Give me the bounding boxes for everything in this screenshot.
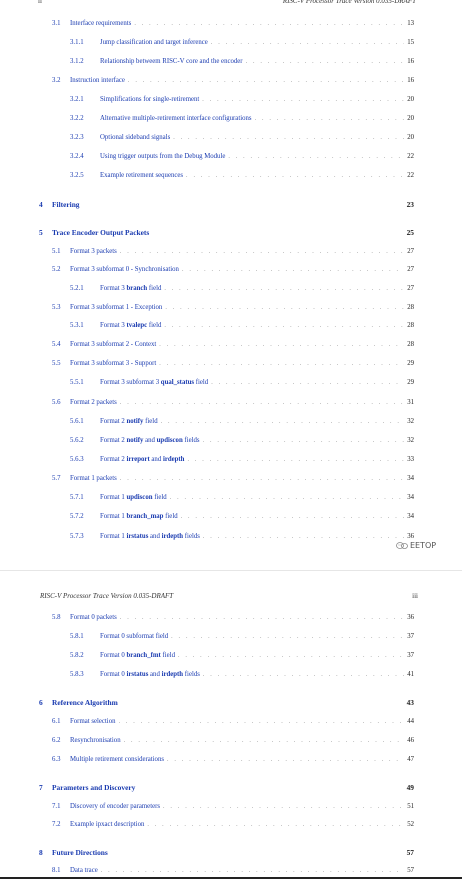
toc-leader-dots: [159, 361, 404, 367]
toc-number: 8: [39, 848, 43, 857]
toc-page-number: 36: [407, 533, 414, 540]
toc-entry[interactable]: [70, 58, 414, 70]
toc-title: Optional sideband signals: [100, 134, 171, 141]
toc-page-number: 27: [407, 248, 414, 255]
toc-title-field-name: branch: [126, 285, 148, 292]
toc-leader-dots: [246, 59, 405, 65]
toc-title-part: Format 2: [100, 456, 127, 463]
toc-title: Using trigger outputs from the Debug Module: [100, 153, 226, 160]
toc-title-part: Format 3: [100, 285, 127, 292]
toc-entry[interactable]: [70, 513, 414, 525]
toc-page-number: 27: [407, 285, 414, 292]
toc-entry[interactable]: [52, 803, 414, 815]
eetop-logo-icon: [396, 541, 408, 550]
toc-title-part: fields: [183, 533, 200, 540]
toc-page-number: 13: [407, 20, 414, 27]
toc-page-number: 22: [407, 153, 414, 160]
toc-title-field-name: qual_status: [160, 379, 195, 386]
toc-entry[interactable]: [70, 633, 414, 645]
toc-title-part: field: [143, 418, 158, 425]
toc-title: Parameters and Discovery: [52, 783, 136, 792]
toc-page-number: 51: [407, 803, 414, 810]
toc-title-part: Format 1: [100, 494, 127, 501]
toc-entry[interactable]: [52, 77, 414, 89]
toc-leader-dots: [164, 323, 404, 329]
toc-number: 3.2.5: [70, 172, 84, 179]
toc-leader-dots: [228, 154, 404, 160]
toc-title-part: Format 1: [100, 513, 127, 520]
toc-title: [100, 418, 158, 425]
toc-title-field-name: irstatus: [126, 533, 149, 540]
toc-page-number: 36: [407, 614, 414, 621]
toc-title-field-name: updiscon: [156, 437, 183, 444]
toc-leader-dots: [120, 249, 404, 255]
toc-page-number: 32: [407, 418, 414, 425]
toc-title: Simplifications for single-retirement: [100, 96, 200, 103]
toc-title: Format 3 subformat 1 - Exception: [70, 304, 163, 311]
toc-page-number: 29: [407, 360, 414, 367]
toc-number: 5.7.3: [70, 533, 84, 540]
toc-entry[interactable]: [52, 399, 414, 411]
toc-number: 6.2: [52, 737, 61, 744]
toc-title-part: Format 1: [100, 533, 127, 540]
toc-title-part: Format 2: [100, 418, 127, 425]
toc-page-number: 41: [407, 671, 414, 678]
toc-title: [100, 285, 161, 292]
toc-number: 5: [39, 228, 43, 237]
toc-leader-dots: [178, 653, 404, 659]
page-header: [0, 589, 462, 603]
toc-number: 6.1: [52, 718, 61, 725]
toc-number: 4: [39, 200, 43, 209]
header-left: RISC-V Processor Trace Version 0.035-DRAFT: [40, 592, 174, 600]
toc-entry[interactable]: [52, 266, 414, 278]
toc-number: 3.1: [52, 20, 61, 27]
toc-entry[interactable]: [70, 533, 414, 545]
toc-number: 7.2: [52, 821, 61, 828]
toc-leader-dots: [186, 173, 404, 179]
toc-entry[interactable]: [52, 614, 414, 626]
toc-title: Interface requirements: [70, 20, 132, 27]
toc-page-number: 49: [406, 783, 414, 792]
toc-number: 7.1: [52, 803, 61, 810]
toc-title: [100, 456, 184, 463]
toc-entry[interactable]: [70, 456, 414, 468]
toc-title: Format 3 subformat 2 - Context: [70, 341, 157, 348]
toc-page-number: 27: [407, 266, 414, 273]
toc-chapter-entry[interactable]: [39, 848, 414, 860]
toc-title-part: field: [163, 513, 178, 520]
toc-number: 6: [39, 698, 43, 707]
toc-leader-dots: [124, 738, 405, 744]
toc-number: 5.2: [52, 266, 61, 273]
toc-page-number: 29: [407, 379, 414, 386]
toc-entry[interactable]: [52, 718, 414, 730]
toc-page-number: 34: [407, 475, 414, 482]
toc-number: 5.5.1: [70, 379, 84, 386]
toc-title: Trace Encoder Output Packets: [52, 228, 150, 237]
toc-title: Filtering: [52, 200, 80, 209]
toc-leader-dots: [120, 476, 404, 482]
toc-leader-dots: [187, 457, 404, 463]
toc-page-number: 43: [406, 698, 414, 707]
toc-page-number: 57: [406, 848, 414, 857]
toc-leader-dots: [203, 672, 404, 678]
toc-entry[interactable]: [52, 821, 414, 833]
toc-leader-dots: [203, 534, 404, 540]
toc-leader-dots: [164, 286, 404, 292]
toc-number: 5.6: [52, 399, 61, 406]
toc-page-number: 52: [407, 821, 414, 828]
toc-title-field-name: irdepth: [161, 533, 184, 540]
toc-number: 3.1.2: [70, 58, 84, 65]
toc-leader-dots: [101, 868, 404, 874]
toc-leader-dots: [163, 804, 404, 810]
toc-entry[interactable]: [70, 96, 414, 108]
toc-title-field-name: updiscon: [126, 494, 153, 501]
toc-leader-dots: [203, 438, 405, 444]
toc-entry[interactable]: [70, 134, 414, 146]
toc-leader-dots: [202, 97, 404, 103]
toc-title: [100, 533, 200, 540]
toc-leader-dots: [165, 305, 404, 311]
toc-title-part: Format 3: [100, 322, 127, 329]
toc-leader-dots: [147, 822, 404, 828]
toc-title: Discovery of encoder parameters: [70, 803, 161, 810]
toc-number: 5.8: [52, 614, 61, 621]
toc-title-part: field: [147, 285, 162, 292]
toc-page-number: 16: [407, 77, 414, 84]
toc-number: 5.6.2: [70, 437, 84, 444]
toc-number: 5.5: [52, 360, 61, 367]
toc-entry[interactable]: [70, 172, 414, 184]
toc-leader-dots: [170, 495, 405, 501]
toc-entry[interactable]: [70, 652, 414, 664]
toc-title-field-name: irstatus: [126, 671, 149, 678]
toc-page-number: 20: [407, 96, 414, 103]
toc-title-part: and: [143, 437, 157, 444]
toc-title: Format 1 packets: [70, 475, 117, 482]
toc-title: Format selection: [70, 718, 116, 725]
toc-title: Relationship betweem RISC-V core and the encoder: [100, 58, 243, 65]
toc-entry[interactable]: [52, 248, 414, 260]
toc-number: 5.2.1: [70, 285, 84, 292]
toc-number: 5.8.1: [70, 633, 84, 640]
toc-number: 3.2.4: [70, 153, 84, 160]
toc-page-number: 34: [407, 513, 414, 520]
toc-page-number: 28: [407, 341, 414, 348]
toc-leader-dots: [255, 116, 405, 122]
toc-entry[interactable]: [52, 304, 414, 316]
toc-page-number: 44: [407, 718, 414, 725]
toc-entry[interactable]: [70, 418, 414, 430]
toc-title: [100, 652, 175, 659]
toc-title: Format 0 packets: [70, 614, 117, 621]
toc-number: 5.3: [52, 304, 61, 311]
toc-number: 3.2.1: [70, 96, 84, 103]
toc-title-field-name: irreport: [126, 456, 150, 463]
toc-page-number: 22: [407, 172, 414, 179]
toc-title-field-name: irdepth: [161, 671, 184, 678]
toc-number: 7: [39, 783, 43, 792]
toc-number: 5.4: [52, 341, 61, 348]
toc-page-number: 47: [407, 756, 414, 763]
toc-title: Format 3 subformat 3 - Support: [70, 360, 157, 367]
toc-leader-dots: [173, 135, 404, 141]
toc-title: Instruction interface: [70, 77, 125, 84]
toc-leader-dots: [182, 267, 404, 273]
toc-title: [100, 379, 208, 386]
toc-title-part: fields: [183, 671, 200, 678]
toc-title-part: field: [147, 322, 162, 329]
toc-entry[interactable]: [52, 756, 414, 768]
toc-title-part: Format 0: [100, 652, 127, 659]
toc-chapter-entry[interactable]: [39, 200, 414, 212]
toc-leader-dots: [134, 21, 404, 27]
toc-page-number: 57: [407, 867, 414, 874]
toc-title: [100, 513, 178, 520]
toc-leader-dots: [120, 400, 404, 406]
toc-leader-dots: [211, 380, 404, 386]
toc-entry[interactable]: [52, 20, 414, 32]
toc-entry[interactable]: [70, 39, 414, 51]
toc-entry[interactable]: [70, 494, 414, 506]
toc-page-number: 28: [407, 322, 414, 329]
toc-title-part: and: [148, 671, 162, 678]
toc-entry[interactable]: [70, 671, 414, 683]
toc-number: 8.1: [52, 867, 61, 874]
toc-number: 3.2.2: [70, 115, 84, 122]
toc-entry[interactable]: [52, 360, 414, 372]
toc-title: [100, 322, 161, 329]
toc-entry[interactable]: [70, 115, 414, 127]
toc-number: 5.7.2: [70, 513, 84, 520]
toc-title-field-name: notify: [126, 437, 144, 444]
page-break-divider: [0, 570, 462, 571]
toc-number: 5.7: [52, 475, 61, 482]
toc-entry[interactable]: [70, 285, 414, 297]
toc-leader-dots: [167, 757, 404, 763]
toc-number: 5.3.1: [70, 322, 84, 329]
toc-title: Format 3 subformat 0 - Synchronisation: [70, 266, 179, 273]
toc-page-number: 25: [406, 228, 414, 237]
toc-entry[interactable]: [70, 379, 414, 391]
toc-number: 5.1: [52, 248, 61, 255]
page-header: [0, 0, 462, 8]
toc-title-field-name: irdepth: [162, 456, 185, 463]
toc-number: 3.2: [52, 77, 61, 84]
toc-chapter-entry[interactable]: [39, 698, 414, 710]
toc-number: 5.8.2: [70, 652, 84, 659]
toc-chapter-entry[interactable]: [39, 783, 414, 795]
toc-title-field-name: branch_map: [126, 513, 164, 520]
toc-title-part: Format 0: [100, 671, 127, 678]
toc-title: Example retirement sequences: [100, 172, 184, 179]
toc-page-number: 15: [407, 39, 414, 46]
toc-leader-dots: [211, 40, 404, 46]
toc-leader-dots: [119, 719, 405, 725]
toc-entry[interactable]: [52, 737, 414, 749]
toc-title: Reference Algorithm: [52, 698, 118, 707]
toc-leader-dots: [181, 514, 405, 520]
toc-number: 3.2.3: [70, 134, 84, 141]
toc-page-number: 33: [407, 456, 414, 463]
toc-title: Data trace: [70, 867, 98, 874]
toc-leader-dots: [161, 419, 405, 425]
toc-title-part: and: [148, 533, 162, 540]
toc-title-part: fields: [182, 437, 200, 444]
toc-title-field-name: branch_fmt: [126, 652, 161, 659]
toc-page-number: 28: [407, 304, 414, 311]
toc-page-number: 23: [406, 200, 414, 209]
toc-page-number: 20: [407, 115, 414, 122]
toc-title-part: Format 3 subformat 3: [100, 379, 161, 386]
toc-page-number: 34: [407, 494, 414, 501]
toc-page-number: 20: [407, 134, 414, 141]
toc-title: Multiple retirement considerations: [70, 756, 164, 763]
toc-title-part: Format 2: [100, 437, 127, 444]
header-right: RISC-V Processor Trace Version 0.035-DRAFT: [282, 0, 416, 5]
toc-number: 5.7.1: [70, 494, 84, 501]
toc-entry[interactable]: [52, 475, 414, 487]
toc-number: 5.6.1: [70, 418, 84, 425]
toc-title: Resynchronisation: [70, 737, 121, 744]
toc-leader-dots: [159, 342, 404, 348]
toc-title-part: field: [160, 652, 175, 659]
toc-chapter-entry[interactable]: [39, 228, 414, 240]
toc-title-part: field: [152, 494, 167, 501]
toc-leader-dots: [171, 634, 404, 640]
toc-entry[interactable]: [70, 322, 414, 334]
toc-page-number: 31: [407, 399, 414, 406]
toc-number: 3.1.1: [70, 39, 84, 46]
toc-entry[interactable]: [70, 153, 414, 165]
toc-number: 6.3: [52, 756, 61, 763]
toc-leader-dots: [128, 78, 404, 84]
toc-leader-dots: [120, 615, 404, 621]
toc-title: [100, 671, 200, 678]
toc-entry[interactable]: [52, 341, 414, 353]
toc-page-number: 46: [407, 737, 414, 744]
toc-title-field-name: notify: [126, 418, 144, 425]
toc-title: Format 3 packets: [70, 248, 117, 255]
toc-title: Jump classification and target inference: [100, 39, 208, 46]
toc-page-number: 37: [407, 633, 414, 640]
toc-number: 5.8.3: [70, 671, 84, 678]
toc-title-field-name: tvalepc: [126, 322, 148, 329]
toc-number: 5.6.3: [70, 456, 84, 463]
toc-title: Example ipxact description: [70, 821, 145, 828]
toc-page-number: 32: [407, 437, 414, 444]
toc-title-part: and: [149, 456, 163, 463]
toc-title: [100, 494, 167, 501]
watermark-text: EETOP: [410, 541, 437, 550]
toc-title: Future Directions: [52, 848, 108, 857]
toc-page-number: 16: [407, 58, 414, 65]
toc-title: Alternative multiple-retirement interface configurations: [100, 115, 252, 122]
watermark: [396, 541, 436, 550]
toc-page-number: 37: [407, 652, 414, 659]
toc-title: Format 0 subformat field: [100, 633, 169, 640]
toc-title: Format 2 packets: [70, 399, 117, 406]
header-left: ii: [38, 0, 42, 5]
toc-entry[interactable]: [70, 437, 414, 449]
toc-title: [100, 437, 200, 444]
header-right: iii: [412, 592, 418, 600]
toc-title-part: field: [194, 379, 209, 386]
